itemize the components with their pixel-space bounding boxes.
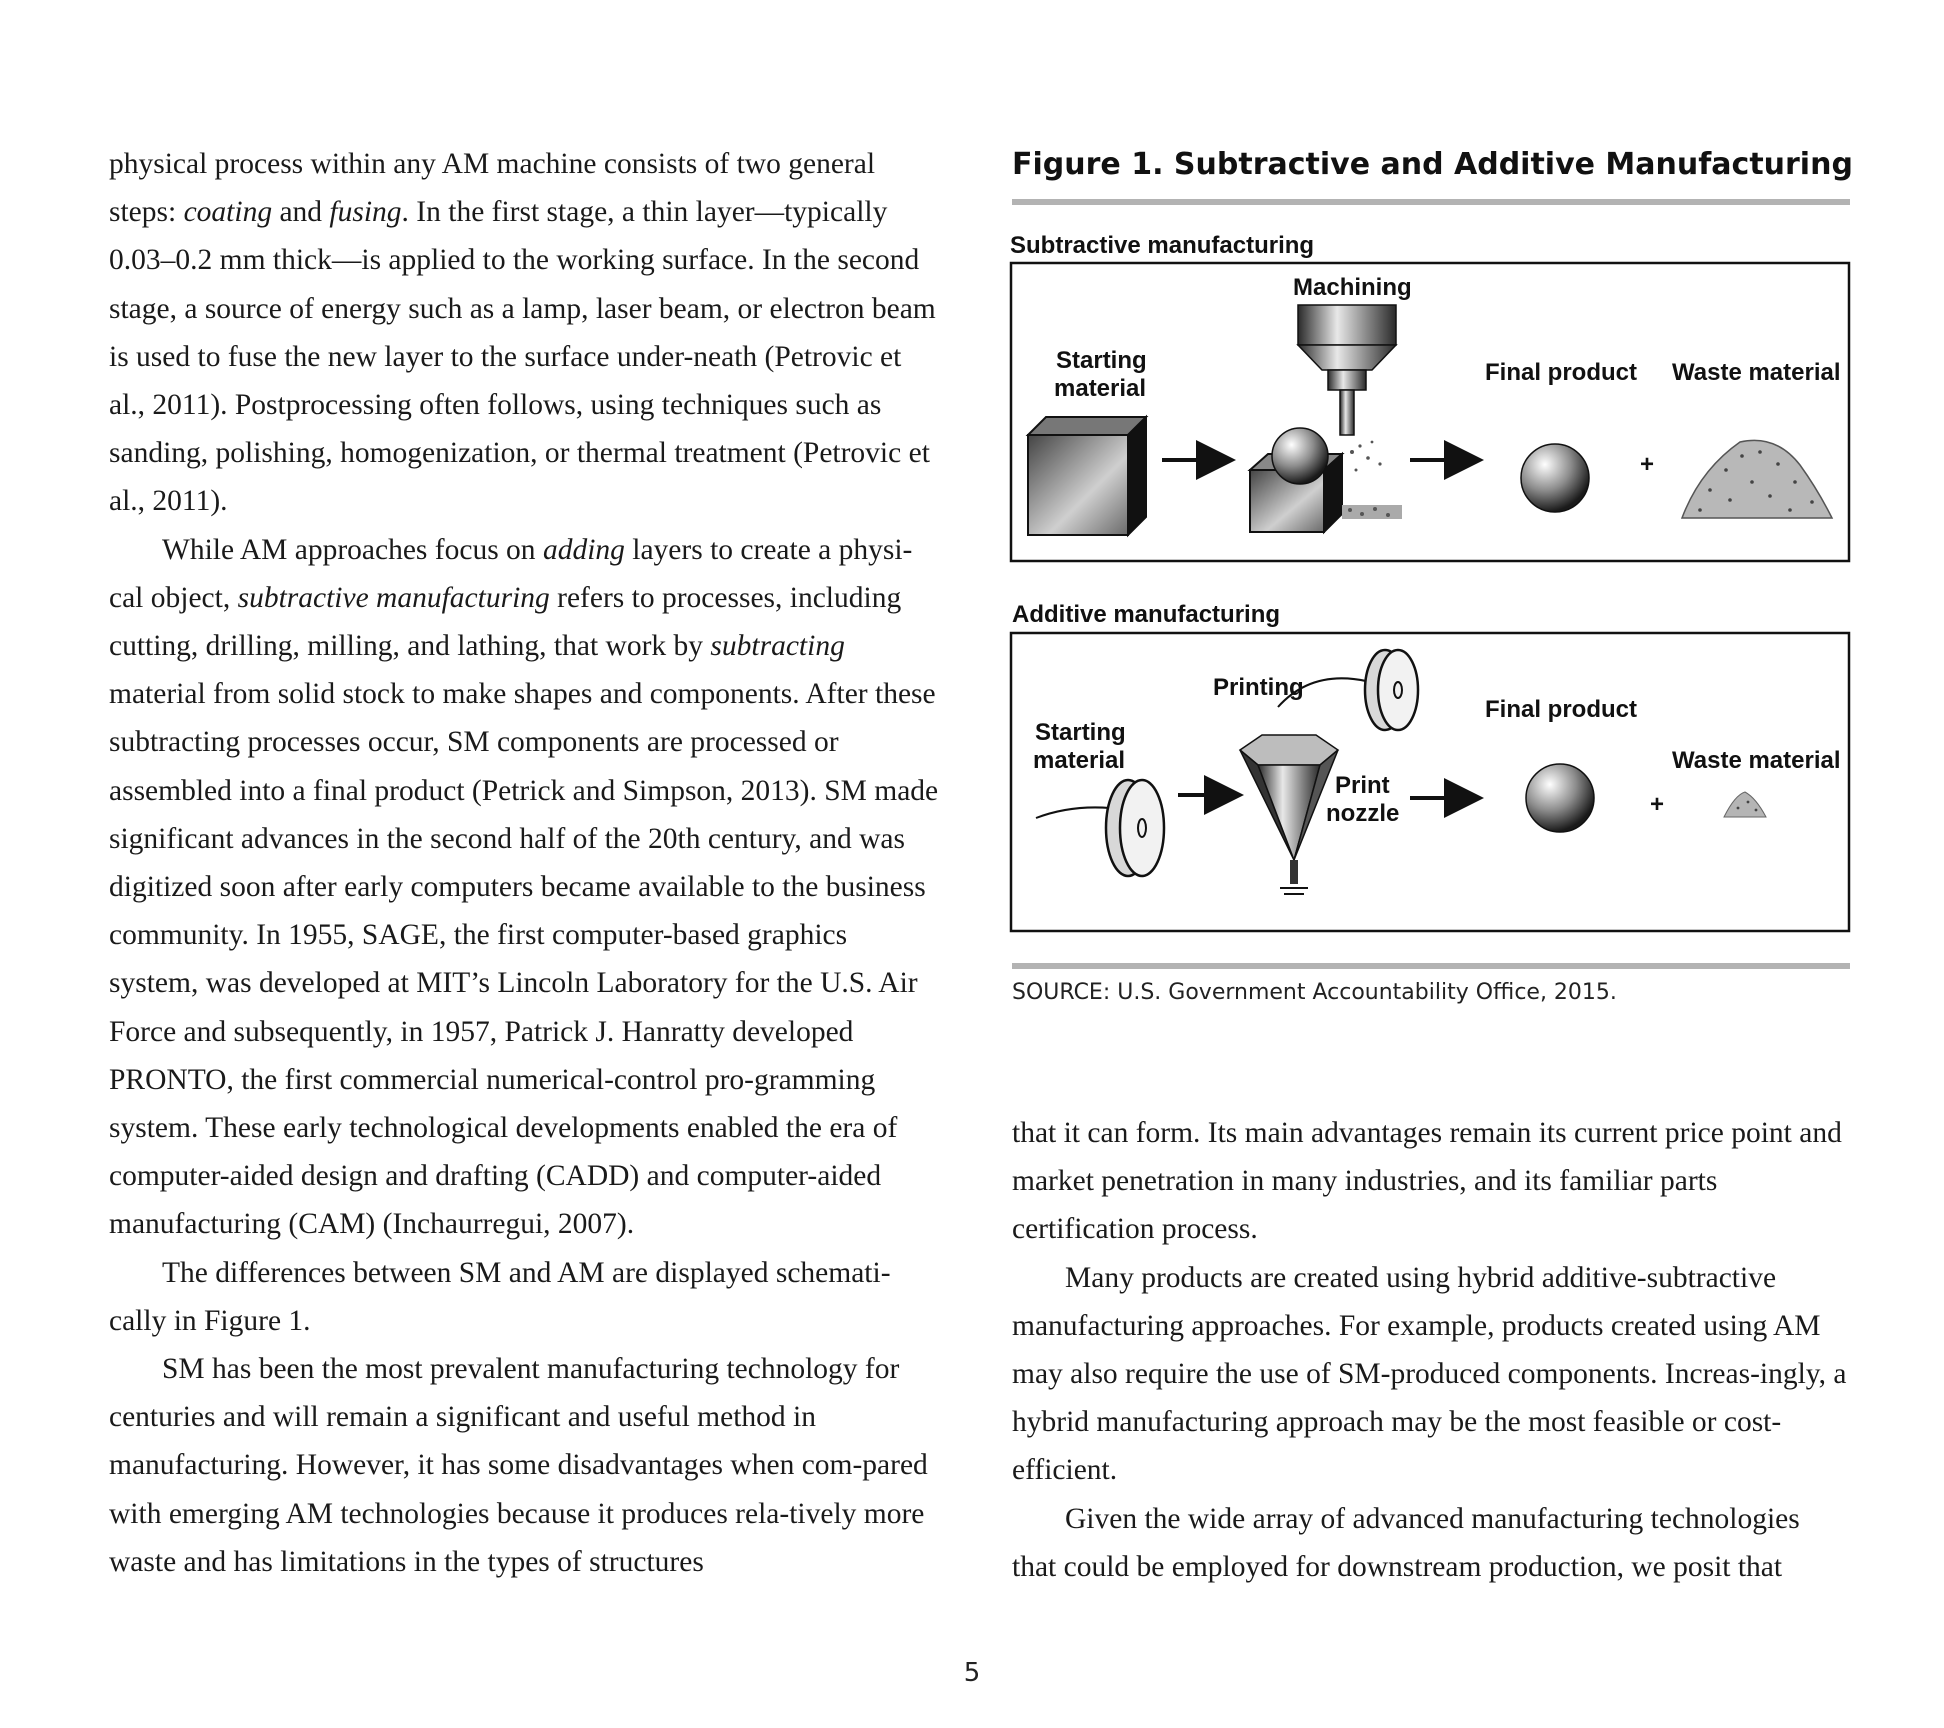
paragraph-sm-prevalent: SM has been the most prevalent manufacturing technology for centuries and will remain a significant and useful method in manufacturing. However, it has some disadvantages when com-pared with emerging AM technologies because it produces rela-tively more waste and has limitations in the types of structures	[109, 1353, 928, 1578]
waste-pile-icon	[1682, 440, 1832, 518]
additive-final-label: Final product	[1485, 696, 1637, 723]
small-waste-pile-icon	[1724, 792, 1766, 817]
figure-title: Figure 1. Subtractive and Additive Manufacturing	[1012, 147, 1853, 182]
additive-starting-label-line2: material	[1033, 747, 1126, 774]
subtractive-starting-label-line1: Starting	[1056, 347, 1147, 374]
figure-source: SOURCE: U.S. Government Accountability Office, 2015.	[1012, 980, 1617, 1005]
figure-bottom-rule	[1012, 963, 1850, 969]
emphasis-fusing: fusing	[329, 196, 402, 229]
additive-printing-label: Printing	[1213, 674, 1304, 701]
left-text-column	[109, 140, 943, 1586]
filament-spool-top-icon	[1365, 650, 1418, 730]
additive-nozzle-label-line2: nozzle	[1326, 800, 1400, 827]
emphasis-coating: coating	[183, 196, 273, 229]
right-text-column	[1012, 1109, 1850, 1591]
paragraph-am-process: physical process within any AM machine consists of two general steps: coating and fusing. In the first stage, a thin layer—typically 0.03–0.2 mm thick—is applied to the working surface. In the second stage, a source of energy such as a lamp, laser beam, or electron beam is used to fuse the new layer to the surface under-neath (Petrovic et al., 2011). Postprocessing often follows, using techniques such as sanding, polishing, homogenization, or thermal treatment (Petrovic et al., 2011).	[109, 148, 936, 518]
filament-spool-left-icon	[1036, 780, 1164, 876]
subtractive-starting-label-line2: material	[1054, 375, 1147, 402]
paragraph-downstream: Given the wide array of advanced manufacturing technologies that could be employed for downstream production, we posit that	[1012, 1502, 1800, 1583]
emphasis-adding: adding	[542, 533, 625, 566]
paragraph-hybrid: Many products are created using hybrid additive-subtractive manufacturing approaches. For example, products created using AM may also require the use of SM-produced components. Increas-ingly, a hybrid manufacturing approach may be the most feasible or cost-efficient.	[1012, 1261, 1847, 1487]
subtractive-plus-sign: +	[1640, 451, 1655, 478]
figure-top-rule	[1012, 199, 1850, 205]
additive-heading: Additive manufacturing	[1012, 601, 1281, 628]
manufacturing-diagram	[1000, 220, 1860, 940]
workpiece-icon	[1250, 428, 1342, 532]
chips-icon	[1342, 441, 1402, 519]
additive-plus-sign: +	[1650, 791, 1665, 818]
paragraph-sm-advantages: that it can form. Its main advantages remain its current price point and market penetration in many industries, and its familiar parts certification process.	[1012, 1117, 1842, 1246]
starting-block-icon	[1028, 417, 1146, 535]
page-number: 5	[963, 1658, 981, 1688]
additive-waste-label: Waste material	[1672, 747, 1841, 774]
paragraph-subtractive: While AM approaches focus on adding layers to create a physi-cal object, subtractive manufacturing refers to processes, including cutting, drilling, milling, and lathing, that work by subtracting material from solid stock to make shapes and components. After these subtracting processes occur, SM components are processed or assembled into a final product (Petrick and Simpson, 2013). SM made significant advances in the second half of the 20th century, and was digitized soon after early computers became available to the business community. In 1955, SAGE, the first computer-based graphics system, was developed at MIT’s Lincoln Laboratory for the U.S. Air Force and subsequently, in 1957, Patrick J. Hanratty developed PRONTO, the first commercial numerical-control pro-gramming system. These early technological developments enabled the era of computer-aided design and drafting (CADD) and computer-aided manufacturing (CAM) (Inchaurregui, 2007).	[109, 533, 939, 1241]
emphasis-subtractive-manufacturing: subtractive manufacturing	[237, 581, 550, 614]
emphasis-subtracting: subtracting	[710, 630, 845, 663]
subtractive-final-sphere-icon	[1521, 444, 1589, 512]
subtractive-machining-label: Machining	[1293, 274, 1412, 301]
additive-final-sphere-icon	[1526, 764, 1594, 832]
subtractive-heading: Subtractive manufacturing	[1010, 232, 1315, 259]
additive-starting-label-line1: Starting	[1035, 719, 1126, 746]
additive-nozzle-label-line1: Print	[1335, 772, 1390, 799]
paragraph-differences: The differences between SM and AM are displayed schemati-cally in Figure 1.	[109, 1256, 891, 1337]
subtractive-waste-label: Waste material	[1672, 359, 1841, 386]
subtractive-final-label: Final product	[1485, 359, 1637, 386]
machining-tool-icon	[1298, 305, 1396, 435]
